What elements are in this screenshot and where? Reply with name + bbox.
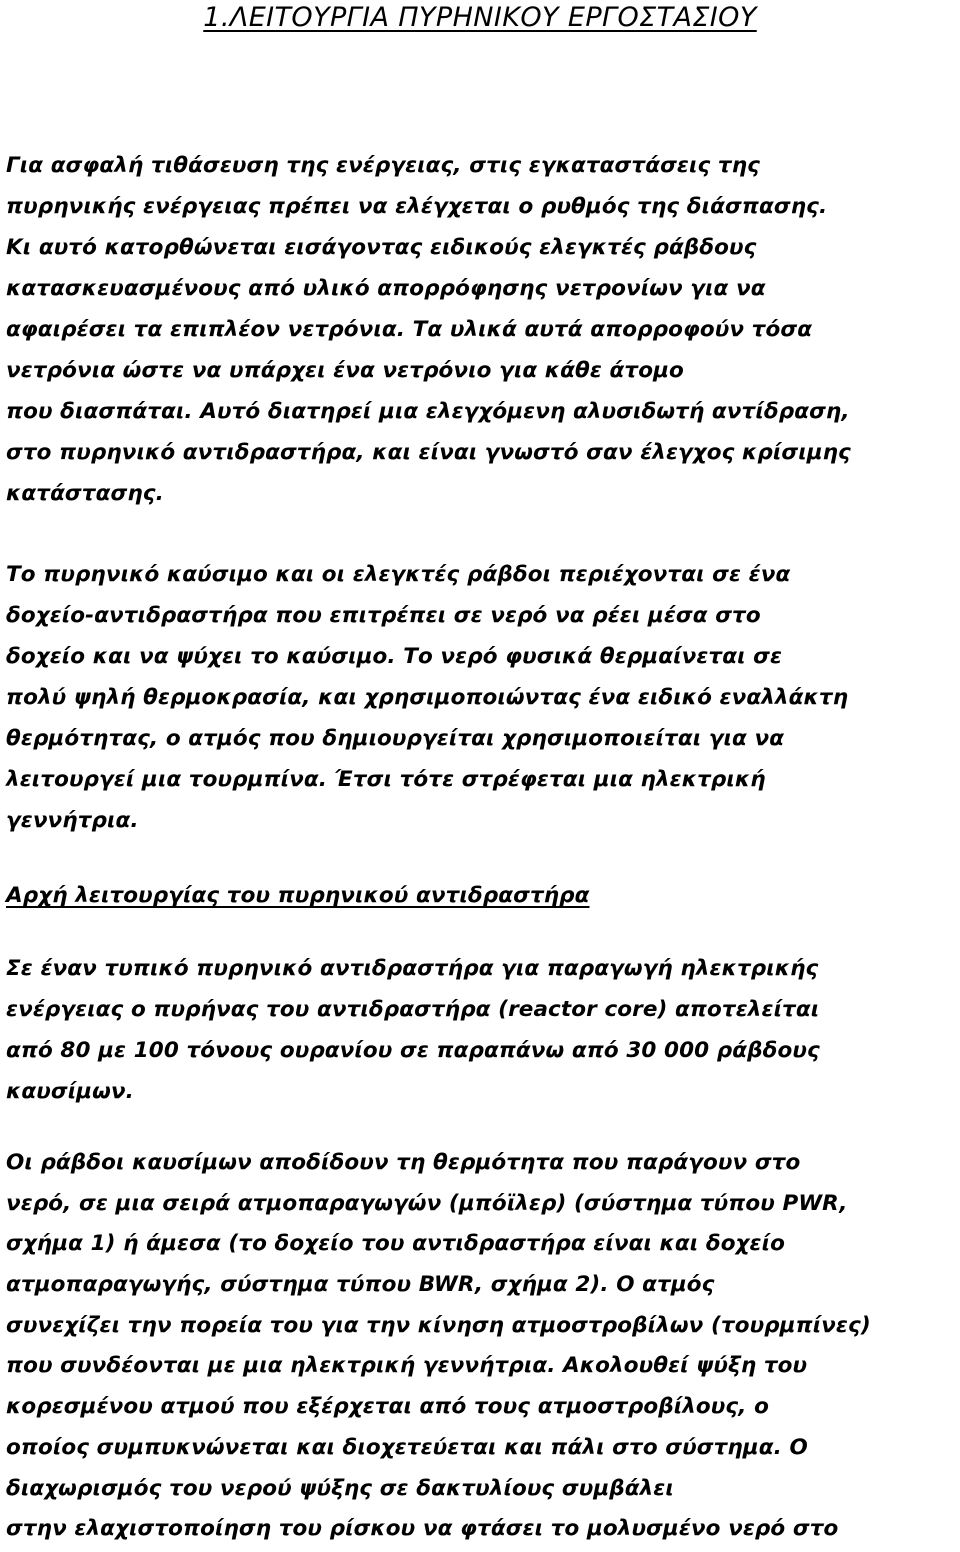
text-line: δοχείο και να ψύχει το καύσιμο. Το νερό φυσικά θερμαίνεται σε — [6, 644, 783, 669]
text-line: ενέργειας ο πυρήνας του αντιδραστήρα (reactor core) αποτελείται — [6, 997, 820, 1022]
text-line: νερό, σε μια σειρά ατμοπαραγωγών (μπόϊλερ) (σύστημα τύπου PWR, — [6, 1190, 848, 1216]
text-line: που διασπάται. Αυτό διατηρεί μια ελεγχόμενη αλυσιδωτή αντίδραση, — [6, 399, 850, 424]
paragraph-reactor-core — [6, 948, 954, 1112]
text-line: δοχείο-αντιδραστήρα που επιτρέπει σε νερό να ρέει μέσα στο — [6, 603, 761, 628]
paragraph-fuel-rods — [6, 1143, 954, 1550]
text-line: στο πυρηνικό αντιδραστήρα, και είναι γνωστό σαν έλεγχος κρίσιμης — [6, 440, 851, 465]
text-line: οποίος συμπυκνώνεται και διοχετεύεται και πάλι στο σύστημα. Ο — [6, 1434, 808, 1460]
text-line: λειτουργεί μια τουρμπίνα. Έτσι τότε στρέφεται μια ηλεκτρική — [6, 767, 766, 792]
text-line: κορεσμένου ατμού που εξέρχεται από τους ατμοστροβίλους, ο — [6, 1394, 769, 1420]
text-line: αφαιρέσει τα επιπλέον νετρόνια. Τα υλικά αυτά απορροφούν τόσα — [6, 317, 813, 342]
text-line: Οι ράβδοι καυσίμων αποδίδουν τη θερμότητα που παράγουν στο — [6, 1150, 801, 1175]
paragraph-reactor-vessel — [6, 554, 954, 841]
text-line: συνεχίζει την πορεία του για την κίνηση ατμοστροβίλων (τουρμπίνες) — [6, 1312, 871, 1338]
text-line: Κι αυτό κατορθώνεται εισάγοντας ειδικούς ελεγκτές ράβδους — [6, 235, 757, 260]
page-title: 1.ΛΕΙΤΟΥΡΓΙΑ ΠΥΡΗΝΙΚΟΥ ΕΡΓΟΣΤΑΣΙΟΥ — [203, 2, 757, 33]
text-line: πυρηνικής ενέργειας πρέπει να ελέγχεται ο ρυθμός της διάσπασης. — [6, 194, 828, 219]
text-line: στην ελαχιστοποίηση του ρίσκου να φτάσει το μολυσμένο νερό στο — [6, 1516, 839, 1542]
section-heading — [6, 875, 954, 916]
text-line: από 80 με 100 τόνους ουρανίου σε παραπάνω από 30 000 ράβδους — [6, 1038, 820, 1063]
section-heading-text: Αρχή λειτουργίας του πυρηνικού αντιδραστήρα — [6, 883, 590, 908]
text-line: πολύ ψηλή θερμοκρασία, και χρησιμοποιώντας ένα ειδικό εναλλάκτη — [6, 685, 849, 710]
text-line: καυσίμων. — [6, 1079, 134, 1104]
text-line: ατμοπαραγωγής, σύστημα τύπου BWR, σχήμα 2). Ο ατμός — [6, 1272, 715, 1298]
text-line: κατάστασης. — [6, 481, 164, 506]
text-line: Σε έναν τυπικό πυρηνικό αντιδραστήρα για παραγωγή ηλεκτρικής — [6, 956, 819, 981]
text-line: γεννήτρια. — [6, 808, 139, 833]
text-line: σχήμα 1) ή άμεσα (το δοχείο του αντιδραστήρα είναι και δοχείο — [6, 1231, 785, 1257]
paragraph-control-rods — [6, 145, 954, 514]
text-line: που συνδέονται με μια ηλεκτρική γεννήτρια. Ακολουθεί ψύξη του — [6, 1353, 808, 1379]
text-line: νετρόνια ώστε να υπάρχει ένα νετρόνιο για κάθε άτομο — [6, 358, 684, 383]
text-line: διαχωρισμός του νερού ψύξης σε δακτυλίους συμβάλει — [6, 1475, 674, 1501]
text-line: κατασκευασμένους από υλικό απορρόφησης νετρονίων για να — [6, 276, 766, 301]
text-line: Το πυρηνικό καύσιμο και οι ελεγκτές ράβδοι περιέχονται σε ένα — [6, 562, 791, 587]
text-line: θερμότητας, ο ατμός που δημιουργείται χρησιμοποιείται για να — [6, 726, 785, 751]
text-line: Για ασφαλή τιθάσευση της ενέργειας, στις εγκαταστάσεις της — [6, 153, 760, 178]
